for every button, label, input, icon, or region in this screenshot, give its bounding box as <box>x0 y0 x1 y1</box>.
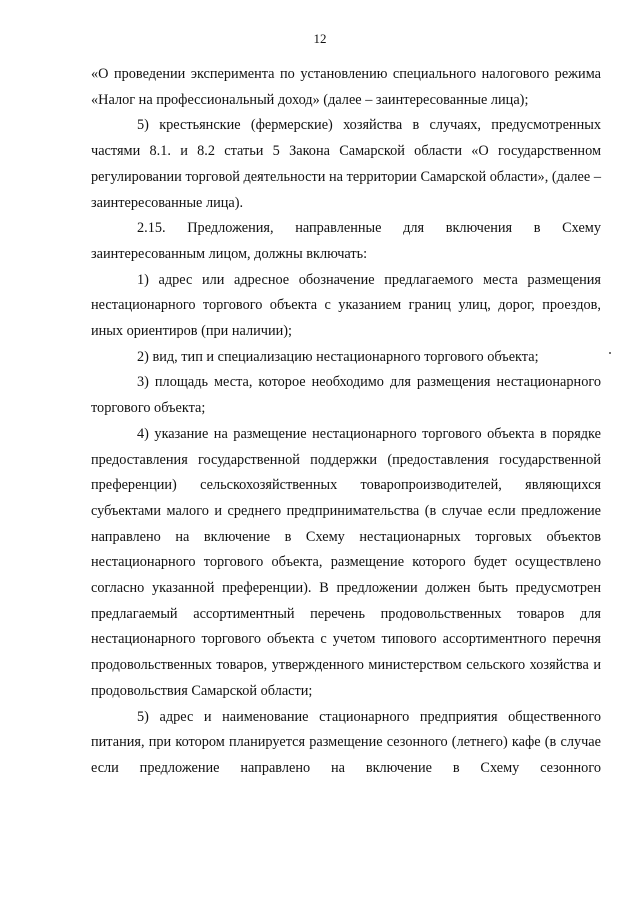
list-item-3-area: 3) площадь места, которое необходимо для размещения нестационарного торгового объекта; <box>91 374 601 417</box>
scan-speck-mark <box>609 352 611 354</box>
list-item-5-catering: 5) адрес и наименование стационарного предприятия общественного питания, при котором планируется размещение сезонного (летнего) кафе (в случае если предложение направлено на включение в Схему сезонного <box>91 708 601 776</box>
paragraph-2-15: 2.15. Предложения, направленные для включения в Схему заинтересованным лицом, должны включать: <box>91 220 601 262</box>
list-item-2-type: 2) вид, тип и специализацию нестационарного торгового объекта; <box>137 348 539 365</box>
document-body <box>91 62 601 782</box>
paragraph-item-5-farms: 5) крестьянские (фермерские) хозяйства в случаях, предусмотренных частями 8.1. и 8.2 статьи 5 Закона Самарской области «О государственном регулировании торговой деятельности на территории Самарской области», (далее – заинтересованные лица). <box>91 117 601 211</box>
page-number: 12 <box>313 31 327 46</box>
list-item-4-support: 4) указание на размещение нестационарного торгового объекта в порядке предоставления государственной поддержки (предоставления государственной преференции) сельскохозяйственных товаропроизводителей, являющихся субъектами малого и среднего предпринимательства (в случае если предложение направлено на включение в Схему нестационарных торговых объектов нестационарного торгового объекта, размещение которого будет осуществлено согласно указанной преференции). В предложении должен быть предусмотрен предлагаемый ассортиментный перечень продовольственных товаров для нестационарного торгового объекта с учетом типового ассортиментного перечня продовольственных товаров, утвержденного министерством сельского хозяйства и продовольствия Самарской области; <box>91 425 601 699</box>
paragraph-continuation: «О проведении эксперимента по установлению специального налогового режима «Налог на профессиональный доход» (далее – заинтересованные лица); <box>91 66 601 108</box>
list-item-1-address: 1) адрес или адресное обозначение предлагаемого места размещения нестационарного торгового объекта с указанием границ улиц, дорог, проездов, иных ориентиров (при наличии); <box>91 271 601 340</box>
